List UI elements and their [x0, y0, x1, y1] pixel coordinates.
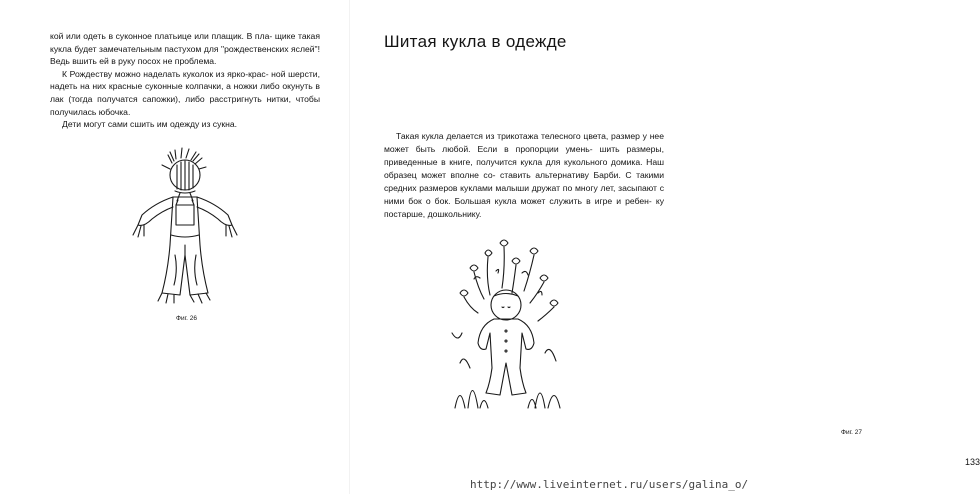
left-paragraph-3: Дети могут сами сшить им одежду из сукна. [62, 119, 238, 130]
watermark-url: http://www.liveinternet.ru/users/galina_o/ [470, 478, 749, 491]
sewn-doll-illustration [450, 233, 570, 413]
figure-26-caption: Фиг. 26 [176, 315, 197, 322]
right-paragraph: Такая кукла делается из трикотажа телесного цвета, размер у нее может быть любой. Если в пропорции умень- шить размеры, приведенные в книге, получится кукла для кукольного домика. Наш образец может вполне со- ставить альтернативу Барби. С такими средних размеров куклами малыши дружат по многу лет, засыпают с ними бок о бок. Большая кукла может служить в игре и ребен- ку постарше, дошкольнику. [384, 131, 664, 219]
right-body-text [384, 130, 664, 221]
page-title: Шитая кукла в одежде [384, 32, 567, 51]
yarn-doll-illustration [130, 145, 240, 305]
left-body-text [50, 30, 320, 131]
figure-27-caption: Фиг. 27 [841, 429, 862, 436]
left-paragraph-1: кой или одеть в суконное платьице или плащик. В пла- щике такая кукла будет замечательным пастухом для "рождественских яслей"! Ведь вшить ей в руку посох не проблема. [50, 31, 320, 67]
left-paragraph-2: К Рождеству можно наделать куколок из ярко-крас- ной шерсти, надеть на них красные суконные колпачки, а ножки либо окунуть в лак (тогда получатся сапожки), либо расстригнуть нитки, чтобы получилась юбочка. [50, 68, 320, 117]
page-number: 133 [965, 457, 980, 467]
left-page [0, 0, 349, 494]
